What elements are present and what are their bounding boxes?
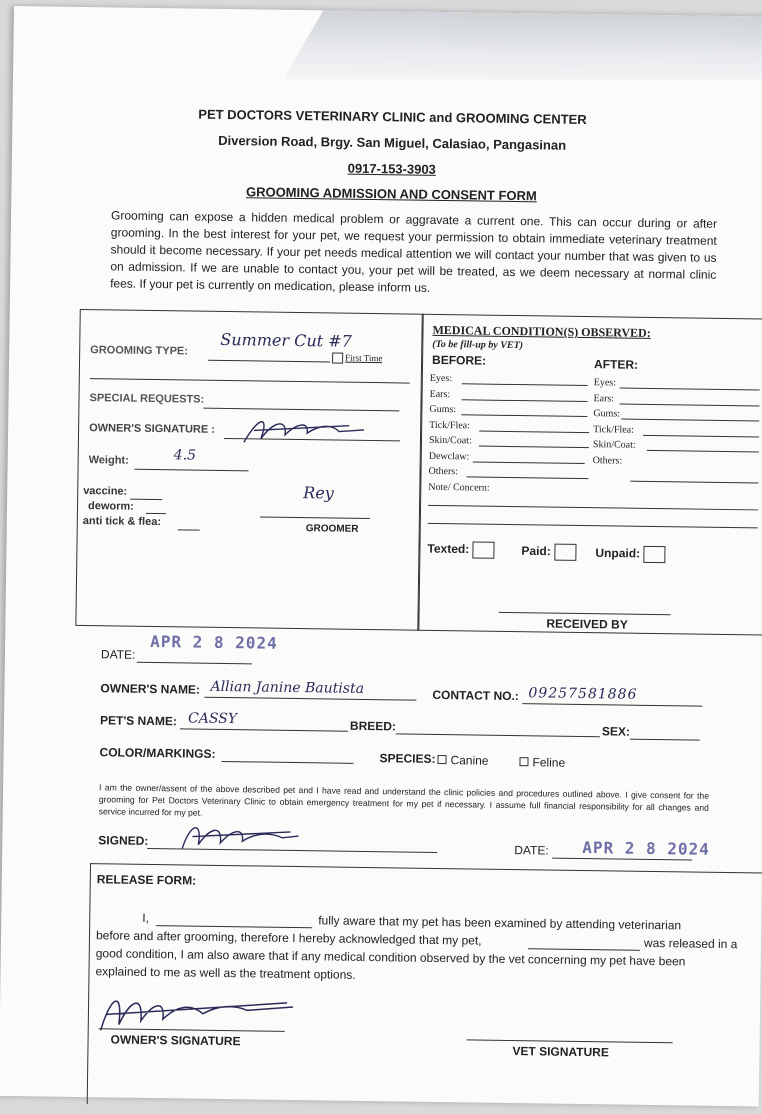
after-others-line[interactable] [630,481,758,484]
unpaid-label: Unpaid: [595,545,641,561]
release-line1-text: fully aware that my pet has been examined by attending veterinarian [318,913,682,933]
before-others-label: Others: [428,465,459,478]
deworm-line[interactable] [146,513,166,514]
after-tickflea-label: Tick/Flea: [593,423,634,436]
deworm-label: deworm: [87,500,134,513]
texted-label: Texted: [427,541,470,557]
release-i-label: I, [142,910,150,925]
first-time-checkbox[interactable] [332,352,382,364]
note-label: Note/ Concern: [428,481,490,494]
medical-title: MEDICAL CONDITION(S) OBSERVED: [432,322,651,340]
antitick-label: anti tick & flea: [82,515,162,529]
contact-value[interactable]: 09257581886 [528,685,638,703]
release-line2-text: before and after grooming, therefore I hereby acknowledged that my pet, [95,928,482,948]
medical-subtitle: (To be fill-up by VET) [432,338,524,352]
signed-label: SIGNED: [98,833,149,848]
signed-date-label: DATE: [514,843,549,858]
clinic-address: Diversion Road, Brgy. San Miguel, Calasiao, Pangasinan [218,132,567,153]
texted-checkbox[interactable] [427,541,494,559]
vet-signature-line[interactable] [467,1039,673,1043]
note-line-1[interactable] [428,505,758,511]
weight-label: Weight: [88,454,129,467]
groomer-label: GROOMER [305,523,359,535]
after-ears-line[interactable] [619,403,759,406]
sex-label: SEX: [601,724,631,739]
sex-line[interactable] [630,739,700,741]
after-skincoat-line[interactable] [647,450,759,453]
medical-box [417,314,762,636]
contact-label: CONTACT NO.: [432,687,519,704]
owner-name-label: OWNER'S NAME: [100,681,201,697]
before-skincoat-line[interactable] [479,446,589,449]
release-box [87,863,762,1113]
groomer-signature: Rey [303,483,334,503]
signed-signature-scribble [172,814,303,856]
after-gums-line[interactable] [621,419,759,422]
color-markings-line[interactable] [221,761,353,764]
intro-paragraph: Grooming can expose a hidden medical problem or aggravate a current one. This can occur during or after grooming. In the best interest for your pet, we request your permission to obtain immediate veterinary treatment should it become necessary. If your pet needs medical attention we will contact your number that was given to us on admission. If we are unable to contact you, your pet will be treated, as we deem necessary at normal clinic fees. If your pet is currently on medication, please inform us. [110,208,718,295]
received-by-line[interactable] [499,612,671,615]
release-line2-tail: was released in a [643,935,738,952]
after-skincoat-label: Skin/Coat: [592,439,636,451]
after-tickflea-line[interactable] [643,435,759,438]
paid-label: Paid: [521,543,551,559]
weight-value[interactable]: 4.5 [173,447,197,464]
before-eyes-label: Eyes: [429,372,453,385]
grooming-box [75,309,423,631]
after-eyes-label: Eyes: [593,377,617,389]
weight-line [135,469,249,472]
owner-signature-scribble [239,410,370,452]
vaccine-line[interactable] [130,499,162,500]
release-title: RELEASE FORM: [96,872,197,888]
form-title: GROOMING ADMISSION AND CONSENT FORM [245,184,537,204]
date-label: DATE: [100,647,136,662]
groomer-line[interactable] [260,516,370,519]
grooming-type-line-2 [90,378,410,383]
after-eyes-line[interactable] [620,387,760,390]
grooming-type-label: GROOMING TYPE: [90,344,189,358]
antitick-line[interactable] [178,529,200,530]
before-tickflea-line[interactable] [479,431,589,434]
folded-page-corner [283,10,762,87]
owner-name-value[interactable]: Allian Janine Bautista [210,678,365,697]
contact-line [522,703,702,707]
date-line[interactable] [137,662,252,665]
release-pet-line[interactable] [528,948,640,951]
owner-signature-label: OWNER'S SIGNATURE : [89,422,216,436]
pet-name-line [180,728,348,731]
after-others-label: Others: [592,454,623,467]
clinic-name: PET DOCTORS VETERINARY CLINIC and GROOMING CENTER [198,106,587,128]
vaccine-label: vaccine: [83,485,128,498]
feline-option[interactable] [519,755,565,770]
after-fields [593,375,637,469]
date-stamp: APR 2 8 2024 [150,631,278,653]
canine-label: Canine [450,753,489,768]
owner-name-line [204,697,416,701]
breed-label: BREED: [349,718,397,734]
before-label: BEFORE: [432,352,487,368]
before-ears-label: Ears: [429,388,451,400]
before-gums-label: Gums: [429,403,457,416]
after-gums-label: Gums: [593,408,621,420]
before-tickflea-label: Tick/Flea: [429,419,471,431]
consent-paragraph: I am the owner/assent of the above described pet and I have read and understand the clinic policies and procedures outlined above. I give consent for the grooming for Pet Doctors Veterinary Clinic to obtain emergency treatment for my pet if necessary. I assume full financial responsibility for all changes and service incurred for my pet. [98,782,710,818]
clinic-phone: 0917-153-3903 [347,160,436,177]
grooming-type-line [208,360,330,363]
first-time-label: First Time [345,352,383,364]
before-dewclaw-label: Dewclaw: [428,450,470,462]
after-ears-label: Ears: [593,392,615,404]
canine-option[interactable] [437,753,488,768]
grooming-type-value[interactable]: Summer Cut #7 [220,329,352,351]
signed-date-stamp: APR 2 8 2024 [582,838,711,859]
received-by-label: RECEIVED BY [546,616,628,632]
note-line-2[interactable] [428,523,758,529]
release-line4-text: explained to me as well as the treatment options. [95,964,356,982]
color-markings-label: COLOR/MARKINGS: [99,745,216,761]
feline-label: Feline [532,755,566,770]
vet-signature-label: VET SIGNATURE [512,1044,609,1060]
special-requests-label: SPECIAL REQUESTS: [89,392,205,406]
before-skincoat-label: Skin/Coat: [428,434,472,447]
release-line3-text: good condition, I am also aware that if any medical condition observed by the vet concerning my pet have been [95,946,686,969]
paid-checkbox[interactable] [521,543,576,561]
breed-line[interactable] [396,733,600,737]
unpaid-checkbox[interactable] [595,545,665,563]
release-name-line[interactable] [156,925,312,928]
after-label: AFTER: [593,357,639,372]
release-owner-signature-label: OWNER'S SIGNATURE [110,1032,241,1049]
form-page [0,6,762,1107]
pet-name-value[interactable]: CASSY [187,710,238,728]
pet-name-label: PET'S NAME: [99,713,177,729]
species-label: SPECIES: [379,751,436,766]
